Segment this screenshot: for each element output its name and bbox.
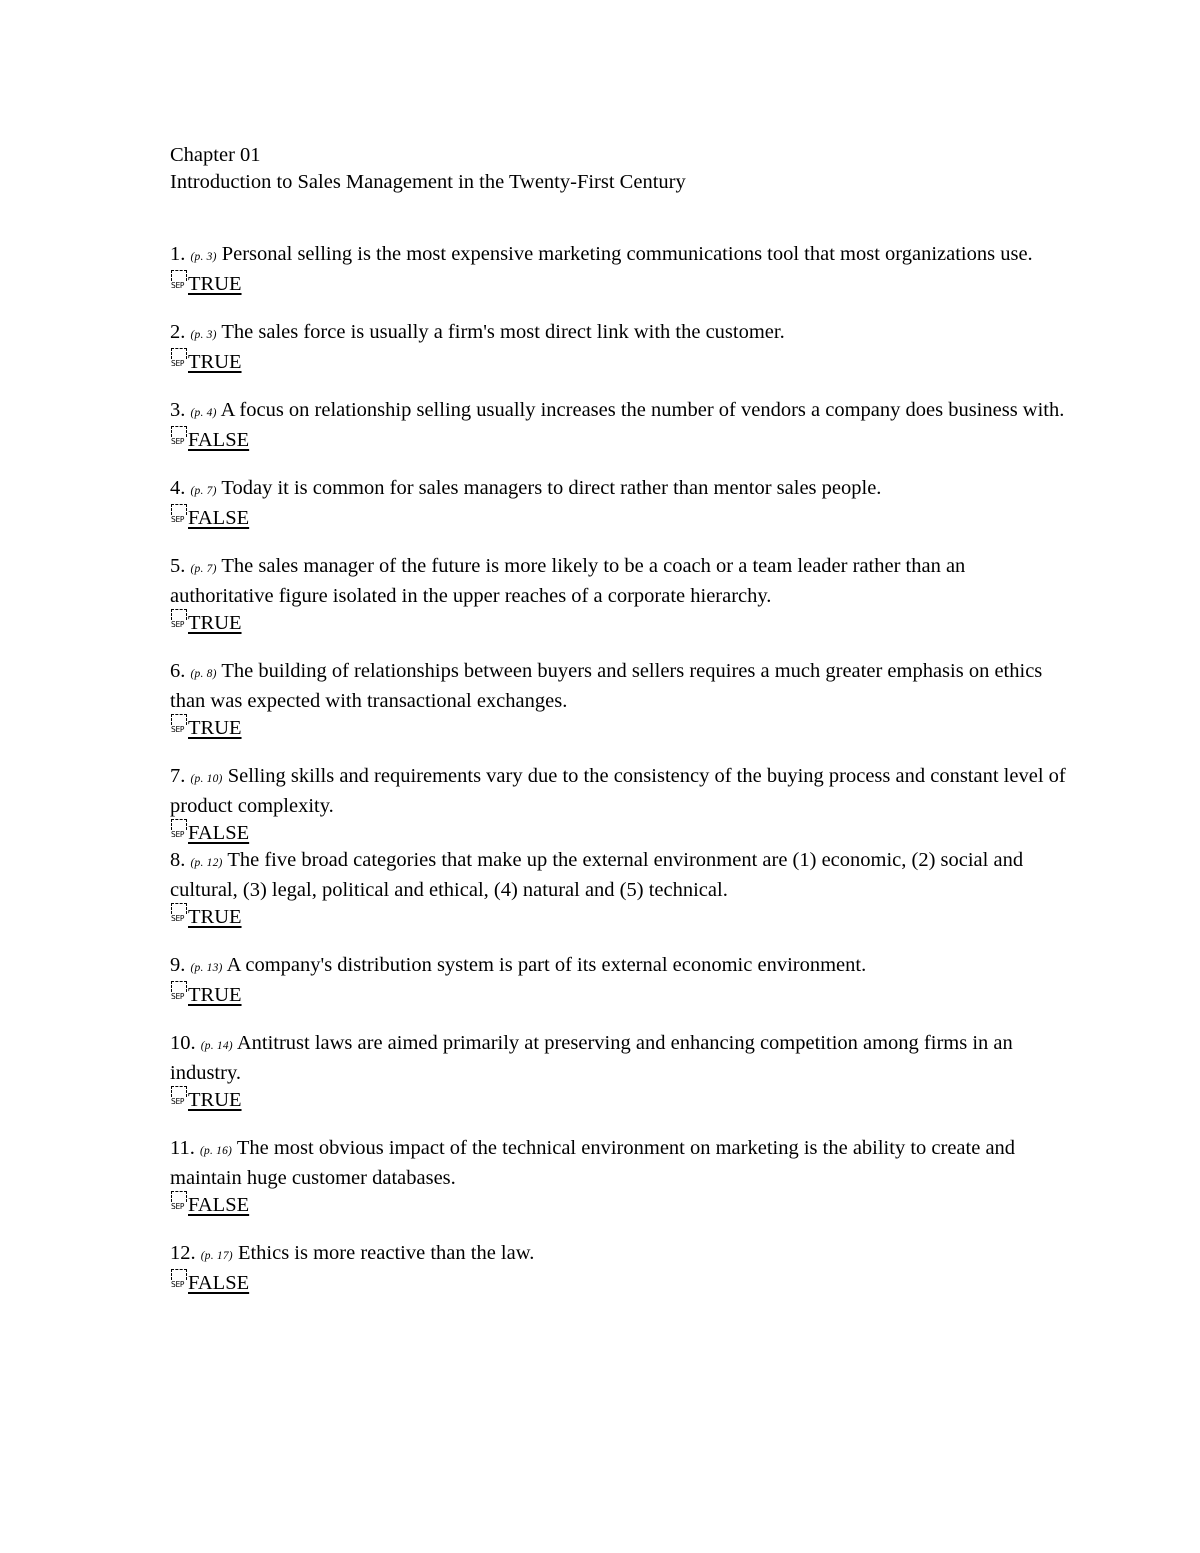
question-text: Selling skills and requirements vary due to the consistency of the buying process and constant level of product complexity. <box>170 765 1066 817</box>
answer-line <box>170 349 1070 376</box>
question-number: 4. <box>170 477 186 499</box>
separator-icon: SEP <box>170 1091 186 1109</box>
answer-label: FALSE <box>188 1272 250 1294</box>
question-number: 1. <box>170 243 186 265</box>
question-number: 9. <box>170 954 186 976</box>
answer-label: FALSE <box>188 1194 250 1216</box>
page-reference: (p. 3) <box>190 251 217 263</box>
answer-line <box>170 820 1070 847</box>
answer-line <box>170 1270 1070 1297</box>
question-number: 5. <box>170 555 186 577</box>
page-reference: (p. 7) <box>190 563 217 575</box>
question-text: The building of relationships between buyers and sellers requires a much greater emphasis on ethics than was expected with transactional exchanges. <box>170 660 1043 712</box>
answer-label: TRUE <box>188 612 242 634</box>
separator-icon: SEP <box>170 614 186 632</box>
question-item <box>170 658 1070 742</box>
question-item <box>170 553 1070 637</box>
separator-icon: SEP <box>170 824 186 842</box>
page-reference: (p. 4) <box>190 407 217 419</box>
question-text: The sales force is usually a firm's most direct link with the customer. <box>221 321 785 343</box>
answer-label: FALSE <box>188 822 250 844</box>
question-item <box>170 763 1070 847</box>
question-text: A company's distribution system is part of its external economic environment. <box>226 954 867 976</box>
answer-line <box>170 715 1070 742</box>
question-statement <box>170 553 1070 610</box>
answer-label: TRUE <box>188 906 242 928</box>
question-text: Antitrust laws are aimed primarily at preserving and enhancing competition among firms in an industry. <box>170 1032 1013 1084</box>
question-statement <box>170 319 1070 349</box>
question-text: Today it is common for sales managers to direct rather than mentor sales people. <box>221 477 882 499</box>
answer-label: FALSE <box>188 507 250 529</box>
question-number: 6. <box>170 660 186 682</box>
question-text: Personal selling is the most expensive marketing communications tool that most organizations use. <box>221 243 1033 265</box>
question-item <box>170 241 1070 298</box>
chapter-title: Introduction to Sales Management in the Twenty-First Century <box>170 171 686 193</box>
question-list <box>170 241 1070 1297</box>
question-number: 3. <box>170 399 186 421</box>
question-item <box>170 1240 1070 1297</box>
page-reference: (p. 10) <box>190 773 223 785</box>
question-item <box>170 475 1070 532</box>
answer-label: FALSE <box>188 429 250 451</box>
question-number: 2. <box>170 321 186 343</box>
answer-line <box>170 610 1070 637</box>
question-item <box>170 319 1070 376</box>
question-statement <box>170 763 1070 820</box>
question-item <box>170 847 1070 931</box>
question-item <box>170 952 1070 1009</box>
separator-icon: SEP <box>170 431 186 449</box>
answer-line <box>170 904 1070 931</box>
question-text: Ethics is more reactive than the law. <box>237 1242 535 1264</box>
answer-label: TRUE <box>188 351 242 373</box>
answer-line <box>170 982 1070 1009</box>
question-number: 11. <box>170 1137 195 1159</box>
page-reference: (p. 14) <box>200 1040 233 1052</box>
question-item <box>170 1135 1070 1219</box>
separator-icon: SEP <box>170 509 186 527</box>
question-number: 7. <box>170 765 186 787</box>
answer-line <box>170 427 1070 454</box>
question-statement <box>170 1030 1070 1087</box>
page-reference: (p. 8) <box>190 668 217 680</box>
answer-line <box>170 505 1070 532</box>
page-reference: (p. 17) <box>200 1250 233 1262</box>
page-reference: (p. 16) <box>200 1145 233 1157</box>
separator-icon: SEP <box>170 353 186 371</box>
answer-label: TRUE <box>188 984 242 1006</box>
separator-icon: SEP <box>170 719 186 737</box>
question-statement <box>170 1135 1070 1192</box>
question-item <box>170 1030 1070 1114</box>
question-statement <box>170 658 1070 715</box>
page-reference: (p. 3) <box>190 329 217 341</box>
answer-line <box>170 1087 1070 1114</box>
question-number: 8. <box>170 849 186 871</box>
question-statement <box>170 241 1070 271</box>
document-header <box>170 142 1070 196</box>
page-reference: (p. 13) <box>190 962 223 974</box>
question-statement <box>170 475 1070 505</box>
question-statement <box>170 1240 1070 1270</box>
page-reference: (p. 12) <box>190 857 223 869</box>
chapter-label: Chapter 01 <box>170 144 261 166</box>
question-text: The sales manager of the future is more likely to be a coach or a team leader rather than an authoritative figure isolated in the upper reaches of a corporate hierarchy. <box>170 555 966 607</box>
answer-line <box>170 271 1070 298</box>
answer-label: TRUE <box>188 273 242 295</box>
answer-label: TRUE <box>188 717 242 739</box>
question-statement <box>170 397 1070 427</box>
question-text: A focus on relationship selling usually increases the number of vendors a company does business with. <box>220 399 1065 421</box>
separator-icon: SEP <box>170 1274 186 1292</box>
question-number: 12. <box>170 1242 196 1264</box>
question-item <box>170 397 1070 454</box>
question-statement <box>170 847 1070 904</box>
answer-label: TRUE <box>188 1089 242 1111</box>
separator-icon: SEP <box>170 1196 186 1214</box>
separator-icon: SEP <box>170 986 186 1004</box>
separator-icon: SEP <box>170 908 186 926</box>
question-statement <box>170 952 1070 982</box>
page-reference: (p. 7) <box>190 485 217 497</box>
document-body <box>170 142 1070 1318</box>
question-number: 10. <box>170 1032 196 1054</box>
question-text: The most obvious impact of the technical environment on marketing is the ability to create and maintain huge customer databases. <box>170 1137 1016 1189</box>
answer-line <box>170 1192 1070 1219</box>
question-text: The five broad categories that make up the external environment are (1) economic, (2) social and cultural, (3) legal, political and ethical, (4) natural and (5) technical. <box>170 849 1024 901</box>
separator-icon: SEP <box>170 275 186 293</box>
